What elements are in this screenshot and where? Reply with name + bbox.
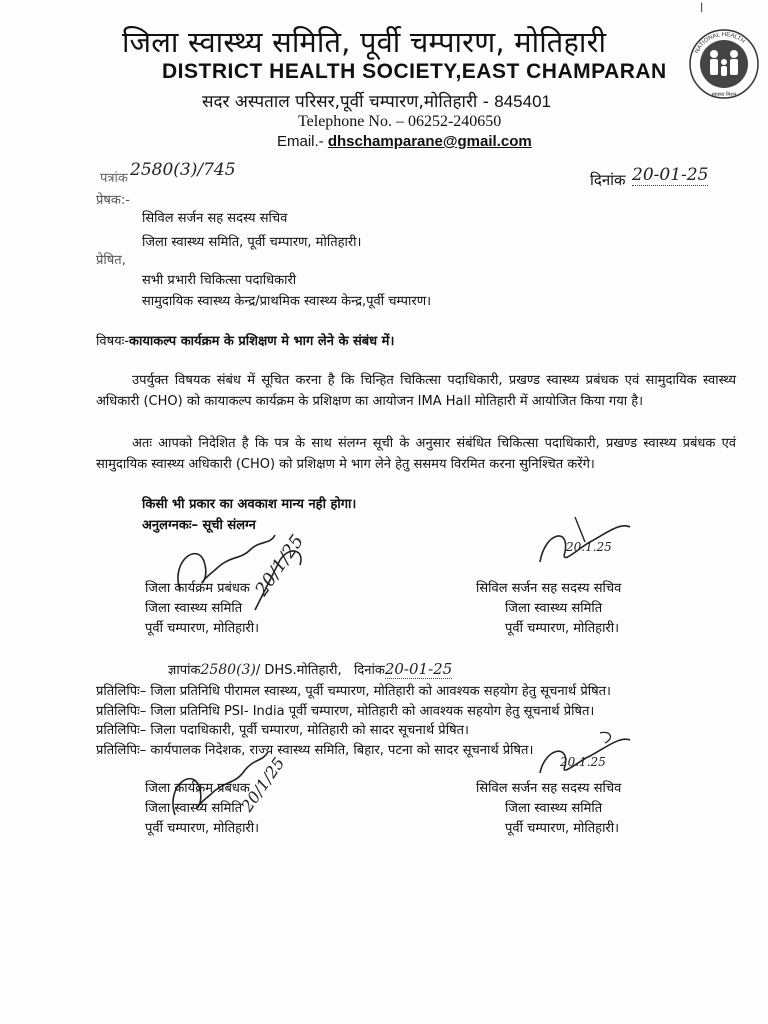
telephone: Telephone No. – 06252-240650 xyxy=(298,113,502,130)
corner-mark: | xyxy=(700,2,704,13)
logo-bottom-text: स्वास्थ्य मिशन xyxy=(711,92,737,98)
ref-number: 2580(3)/745 xyxy=(130,160,236,180)
subject-label: विषयः- xyxy=(96,334,129,349)
family-logo-icon xyxy=(688,28,760,100)
right-signatory-title: सिविल सर्जन सह सदस्य सचिव xyxy=(476,581,622,596)
subject-line xyxy=(96,331,394,349)
memo-date-label: दिनांक xyxy=(354,663,385,678)
logo-ring-text: NATIONAL HEALTH xyxy=(694,31,746,55)
email-label: Email.- xyxy=(277,133,324,150)
right-signatory-office-2: जिला स्वास्थ्य समिति xyxy=(505,801,603,816)
left-signatory-office: जिला स्वास्थ्य समिति xyxy=(145,601,243,616)
right-signatory-title-2: सिविल सर्जन सह सदस्य सचिव xyxy=(476,781,622,796)
ref-label: पत्रांक xyxy=(100,171,128,186)
memo-line xyxy=(168,660,452,678)
date-label: दिनांक xyxy=(590,171,626,189)
to-label: प्रेषित, xyxy=(96,253,126,268)
from-line2: जिला स्वास्थ्य समिति, पूर्वी चम्पारण, मोतिहारी। xyxy=(142,235,362,250)
org-title-english: DISTRICT HEALTH SOCIETY,EAST CHAMPARAN xyxy=(162,60,667,83)
copy-line-3: प्रतिलिपिः– जिला पदाधिकारी, पूर्वी चम्पारण, मोतिहारी को सादर सूचनार्थ प्रेषित। xyxy=(96,723,469,738)
cs-signature-date-1: 20.1.25 xyxy=(566,540,612,554)
memo-label: ज्ञापांक xyxy=(168,663,201,678)
right-signatory-place: पूर्वी चम्पारण, मोतिहारी। xyxy=(505,621,620,636)
left-signatory-place: पूर्वी चम्पारण, मोतिहारी। xyxy=(145,621,260,636)
body-paragraph-2: अतः आपको निदेशित है कि पत्र के साथ संलग्न सूची के अनुसार संबंधित चिकित्सा पदाधिकारी, प्रखण्ड स्वास्थ्य प्रबंधक एवं सामुदायिक स्वास्थ्य अधिकारी (CHO) को प्रशिक्षण मे भाग लेने हेतु ससमय विरमित करना सुनिश्चित करेंगे। xyxy=(96,436,736,472)
copy-line-4: प्रतिलिपिः– कार्यपालक निदेशक, राज्य स्वास्थ्य समिति, बिहार, पटना को सादर सूचनार्थ प्रेषित। xyxy=(96,743,534,758)
email-line xyxy=(277,133,532,150)
org-title-hindi: जिला स्वास्थ्य समिति, पूर्वी चम्पारण, मोतिहारी xyxy=(122,25,607,59)
letter-date: 20-01-25 xyxy=(632,165,709,185)
from-line1: सिविल सर्जन सह सदस्य सचिव xyxy=(142,211,288,226)
pincode: 845401 xyxy=(494,92,551,111)
memo-suffix: / DHS.मोतिहारी, xyxy=(255,663,342,678)
leave-notice: किसी भी प्रकार का अवकाश मान्य नही होगा। xyxy=(142,497,357,512)
left-signatory-office-2: जिला स्वास्थ्य समिति xyxy=(145,801,243,816)
copy-line-1: प्रतिलिपिः– जिला प्रतिनिधि पीरामल स्वास्थ्य, पूर्वी चम्पारण, मोतिहारी को आवश्यक सहयोग हेतु सूचनार्थ प्रेषित। xyxy=(96,684,611,699)
to-line1: सभी प्रभारी चिकित्सा पदाधिकारी xyxy=(142,273,297,288)
copy-line-2: प्रतिलिपिः– जिला प्रतिनिधि PSI- India पूर्वी चम्पारण, मोतिहारी को आवश्यक सहयोग हेतु सूचनार्थ प्रेषित। xyxy=(96,704,595,719)
memo-date: 20-01-25 xyxy=(384,660,453,678)
body-paragraph-1: उपर्युक्त विषयक संबंध में सूचित करना है कि चिन्हित चिकित्सा पदाधिकारी, प्रखण्ड स्वास्थ्य प्रबंधक एवं सामुदायिक स्वास्थ्य अधिकारी (CHO) को कायाकल्प कार्यक्रम के प्रशिक्षण का आयोजन IMA Hall मोतिहारी में आयोजित किया गया है। xyxy=(96,373,736,409)
dpm-signature-date-2: 20/1/25 xyxy=(237,753,289,816)
email-address: dhschamparane@gmail.com xyxy=(327,133,532,150)
right-signatory-office: जिला स्वास्थ्य समिति xyxy=(505,601,603,616)
org-address xyxy=(202,89,551,112)
left-signatory-place-2: पूर्वी चम्पारण, मोतिहारी। xyxy=(145,821,260,836)
enclosure-note: अनुलग्नकः– सूची संलग्न xyxy=(142,518,256,533)
left-signatory-title-2: जिला कार्यक्रम प्रबंधक xyxy=(145,781,250,796)
right-signatory-place-2: पूर्वी चम्पारण, मोतिहारी। xyxy=(505,821,620,836)
to-line2: सामुदायिक स्वास्थ्य केन्द्र/प्राथमिक स्वास्थ्य केन्द्र,पूर्वी चम्पारण। xyxy=(142,294,432,309)
memo-number: 2580(3) xyxy=(200,662,256,678)
subject-text: कायाकल्प कार्यक्रम के प्रशिक्षण मे भाग लेने के संबंध में। xyxy=(128,334,395,349)
from-label: प्रेषक:- xyxy=(96,193,130,208)
left-signatory-title: जिला कार्यक्रम प्रबंधक xyxy=(145,581,250,596)
dpm-signature-date-1: 20/1/25 xyxy=(251,531,309,600)
address-text: सदर अस्पताल परिसर,पूर्वी चम्पारण,मोतिहारी - xyxy=(202,92,489,112)
cs-signature-date-2: 20.1.25 xyxy=(560,755,606,769)
